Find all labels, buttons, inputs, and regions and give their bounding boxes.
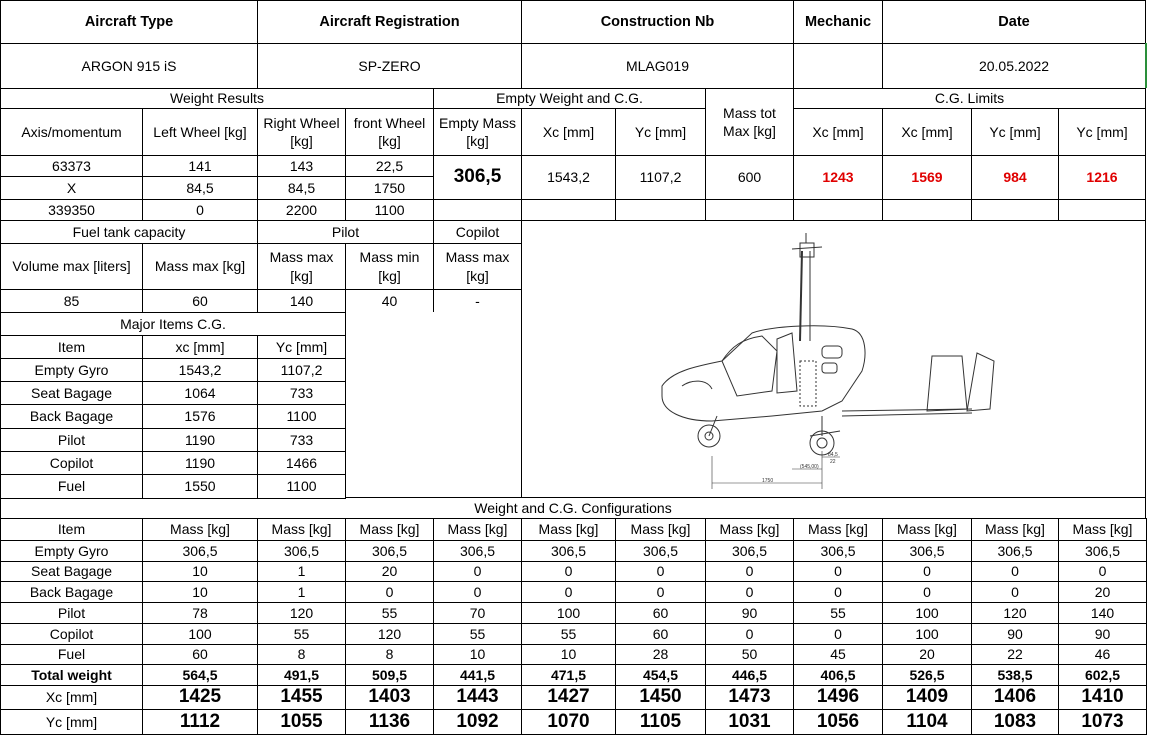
config-mass-value: 1 bbox=[257, 561, 346, 582]
config-yc-value: 1031 bbox=[705, 709, 794, 735]
config-xc-value: 1409 bbox=[882, 685, 972, 710]
major-xc-col-label: xc [mm] bbox=[142, 335, 258, 359]
fuel-mass-label: Mass max [kg] bbox=[142, 243, 258, 290]
config-mass-value: 0 bbox=[521, 581, 616, 603]
weight-results-title: Weight Results bbox=[0, 88, 434, 109]
config-yc-value: 1136 bbox=[345, 709, 434, 735]
empty-mass-label: Empty Mass [kg] bbox=[433, 108, 522, 156]
config-xc-value: 1496 bbox=[793, 685, 883, 710]
config-xc-value: 1455 bbox=[257, 685, 346, 710]
empty-cell bbox=[705, 199, 794, 221]
empty-cell bbox=[615, 199, 706, 221]
config-mass-value: 55 bbox=[793, 602, 883, 624]
config-xc-value: 1443 bbox=[433, 685, 522, 710]
right-wheel-value: 143 bbox=[257, 155, 346, 177]
left-wheel-value: 0 bbox=[142, 199, 258, 221]
major-item-yc: 1100 bbox=[257, 474, 346, 499]
right-wheel-label: Right Wheel [kg] bbox=[257, 108, 346, 156]
major-items-title: Major Items C.G. bbox=[0, 312, 346, 336]
config-yc-value: 1056 bbox=[793, 709, 883, 735]
config-yc-value: 1055 bbox=[257, 709, 346, 735]
config-item-name: Pilot bbox=[0, 602, 143, 624]
fuel-volume-label: Volume max [liters] bbox=[0, 243, 143, 290]
left-wheel-label: Left Wheel [kg] bbox=[142, 108, 258, 156]
front-wheel-value: 1750 bbox=[345, 176, 434, 200]
config-xc-value: 1406 bbox=[971, 685, 1059, 710]
config-mass-value: 50 bbox=[705, 644, 794, 665]
config-mass-value: 0 bbox=[793, 581, 883, 603]
config-xc-value: 1403 bbox=[345, 685, 434, 710]
config-mass-col-label: Mass [kg] bbox=[142, 518, 258, 541]
empty-cell bbox=[882, 199, 972, 221]
config-mass-value: 8 bbox=[345, 644, 434, 665]
config-item-name: Empty Gyro bbox=[0, 540, 143, 562]
major-item-xc: 1064 bbox=[142, 381, 258, 405]
config-mass-value: 22 bbox=[971, 644, 1059, 665]
config-mass-value: 0 bbox=[433, 561, 522, 582]
config-mass-value: 1 bbox=[257, 581, 346, 603]
front-wheel-value: 22,5 bbox=[345, 155, 434, 177]
dimension-label: (545,00) bbox=[800, 464, 819, 470]
config-mass-value: 0 bbox=[345, 581, 434, 603]
blank-area bbox=[345, 312, 522, 498]
empty-xc-value: 1543,2 bbox=[521, 155, 616, 200]
empty-cell bbox=[1058, 199, 1146, 221]
configs-title: Weight and C.G. Configurations bbox=[0, 497, 1146, 519]
total-weight-value: 471,5 bbox=[521, 664, 616, 686]
empty-weight-title: Empty Weight and C.G. bbox=[433, 88, 706, 109]
total-weight-value: 454,5 bbox=[615, 664, 706, 686]
config-mass-value: 45 bbox=[793, 644, 883, 665]
empty-xc-label: Xc [mm] bbox=[521, 108, 616, 156]
major-item-name: Back Bagage bbox=[0, 404, 143, 429]
construction-value: MLAG019 bbox=[521, 43, 794, 89]
config-mass-col-label: Mass [kg] bbox=[433, 518, 522, 541]
config-mass-value: 10 bbox=[142, 561, 258, 582]
major-item-name: Seat Bagage bbox=[0, 381, 143, 405]
construction-label: Construction Nb bbox=[521, 0, 794, 44]
axis-label: Axis/momentum bbox=[0, 108, 143, 156]
total-weight-value: 491,5 bbox=[257, 664, 346, 686]
config-mass-col-label: Mass [kg] bbox=[793, 518, 883, 541]
dimension-label: 22 bbox=[830, 459, 836, 465]
major-item-xc: 1190 bbox=[142, 428, 258, 452]
config-xc-value: 1427 bbox=[521, 685, 616, 710]
total-weight-value: 509,5 bbox=[345, 664, 434, 686]
date-label: Date bbox=[882, 0, 1146, 44]
pilot-max-label: Mass max [kg] bbox=[257, 243, 346, 290]
copilot-max-value: - bbox=[433, 289, 522, 313]
major-yc-col-label: Yc [mm] bbox=[257, 335, 346, 359]
empty-cell bbox=[793, 199, 883, 221]
fuel-mass-value: 60 bbox=[142, 289, 258, 313]
major-item-xc: 1550 bbox=[142, 474, 258, 499]
config-mass-value: 0 bbox=[882, 581, 972, 603]
config-item-name: Fuel bbox=[0, 644, 143, 665]
aircraft-type-label: Aircraft Type bbox=[0, 0, 258, 44]
config-xc-value: 1425 bbox=[142, 685, 258, 710]
mechanic-value bbox=[793, 43, 883, 89]
cg-xc2-label: Xc [mm] bbox=[882, 108, 972, 156]
config-mass-value: 0 bbox=[1058, 561, 1147, 582]
config-mass-value: 0 bbox=[705, 581, 794, 603]
major-item-yc: 733 bbox=[257, 381, 346, 405]
config-mass-value: 78 bbox=[142, 602, 258, 624]
gyroplane-side-view-drawing bbox=[522, 221, 1145, 497]
config-mass-value: 46 bbox=[1058, 644, 1147, 665]
right-wheel-value: 2200 bbox=[257, 199, 346, 221]
copilot-title: Copilot bbox=[433, 220, 522, 244]
config-mass-value: 70 bbox=[433, 602, 522, 624]
total-weight-value: 564,5 bbox=[142, 664, 258, 686]
config-xc-value: 1473 bbox=[705, 685, 794, 710]
config-mass-value: 20 bbox=[1058, 581, 1147, 603]
config-mass-value: 0 bbox=[971, 561, 1059, 582]
config-mass-value: 306,5 bbox=[142, 540, 258, 562]
config-mass-col-label: Mass [kg] bbox=[971, 518, 1059, 541]
config-mass-col-label: Mass [kg] bbox=[882, 518, 972, 541]
config-mass-value: 306,5 bbox=[793, 540, 883, 562]
config-mass-value: 8 bbox=[257, 644, 346, 665]
config-mass-value: 306,5 bbox=[345, 540, 434, 562]
config-mass-value: 10 bbox=[142, 581, 258, 603]
config-xc-value: 1450 bbox=[615, 685, 706, 710]
config-mass-value: 55 bbox=[257, 623, 346, 645]
config-mass-value: 0 bbox=[615, 561, 706, 582]
major-item-xc: 1190 bbox=[142, 451, 258, 475]
config-yc-value: 1104 bbox=[882, 709, 972, 735]
config-mass-value: 306,5 bbox=[882, 540, 972, 562]
front-wheel-value: 1100 bbox=[345, 199, 434, 221]
copilot-max-label: Mass max [kg] bbox=[433, 243, 522, 290]
config-mass-col-label: Mass [kg] bbox=[615, 518, 706, 541]
config-mass-value: 306,5 bbox=[1058, 540, 1147, 562]
config-mass-value: 100 bbox=[882, 623, 972, 645]
config-mass-value: 306,5 bbox=[615, 540, 706, 562]
major-item-yc: 733 bbox=[257, 428, 346, 452]
total-weight-value: 602,5 bbox=[1058, 664, 1147, 686]
cg-xc1-label: Xc [mm] bbox=[793, 108, 883, 156]
config-mass-value: 0 bbox=[705, 623, 794, 645]
config-item-name: Seat Bagage bbox=[0, 561, 143, 582]
empty-cell bbox=[521, 199, 616, 221]
config-mass-value: 60 bbox=[615, 623, 706, 645]
config-mass-value: 90 bbox=[705, 602, 794, 624]
config-mass-value: 140 bbox=[1058, 602, 1147, 624]
config-mass-value: 90 bbox=[971, 623, 1059, 645]
config-mass-value: 306,5 bbox=[257, 540, 346, 562]
config-mass-value: 10 bbox=[521, 644, 616, 665]
major-item-name: Pilot bbox=[0, 428, 143, 452]
axis-value: X bbox=[0, 176, 143, 200]
total-weight-value: 538,5 bbox=[971, 664, 1059, 686]
date-value: 20.05.2022 bbox=[882, 43, 1146, 89]
cg-yc1-label: Yc [mm] bbox=[971, 108, 1059, 156]
config-item-col-label: Item bbox=[0, 518, 143, 541]
config-yc-value: 1105 bbox=[615, 709, 706, 735]
pilot-title: Pilot bbox=[257, 220, 434, 244]
mechanic-label: Mechanic bbox=[793, 0, 883, 44]
cg-xc1-value: 1243 bbox=[793, 155, 883, 200]
left-wheel-value: 141 bbox=[142, 155, 258, 177]
cg-xc2-value: 1569 bbox=[882, 155, 972, 200]
major-item-yc: 1107,2 bbox=[257, 358, 346, 382]
total-weight-value: 441,5 bbox=[433, 664, 522, 686]
config-mass-col-label: Mass [kg] bbox=[521, 518, 616, 541]
config-mass-value: 55 bbox=[345, 602, 434, 624]
config-mass-col-label: Mass [kg] bbox=[705, 518, 794, 541]
left-wheel-value: 84,5 bbox=[142, 176, 258, 200]
cg-yc2-value: 1216 bbox=[1058, 155, 1146, 200]
config-mass-value: 0 bbox=[705, 561, 794, 582]
fuel-tank-title: Fuel tank capacity bbox=[0, 220, 258, 244]
major-item-name: Fuel bbox=[0, 474, 143, 499]
config-mass-value: 306,5 bbox=[971, 540, 1059, 562]
config-mass-col-label: Mass [kg] bbox=[257, 518, 346, 541]
config-yc-value: 1092 bbox=[433, 709, 522, 735]
config-mass-value: 20 bbox=[345, 561, 434, 582]
major-item-name: Copilot bbox=[0, 451, 143, 475]
front-wheel-label: front Wheel [kg] bbox=[345, 108, 434, 156]
config-mass-value: 0 bbox=[793, 561, 883, 582]
pilot-min-label: Mass min [kg] bbox=[345, 243, 434, 290]
config-mass-value: 0 bbox=[521, 561, 616, 582]
registration-value: SP-ZERO bbox=[257, 43, 522, 89]
dimension-label: 84,5 bbox=[828, 452, 838, 458]
pilot-max-value: 140 bbox=[257, 289, 346, 313]
config-mass-value: 0 bbox=[433, 581, 522, 603]
config-mass-value: 120 bbox=[257, 602, 346, 624]
config-mass-value: 55 bbox=[521, 623, 616, 645]
cg-limits-title: C.G. Limits bbox=[793, 88, 1146, 109]
major-item-name: Empty Gyro bbox=[0, 358, 143, 382]
axis-value: 63373 bbox=[0, 155, 143, 177]
config-mass-value: 60 bbox=[615, 602, 706, 624]
config-mass-value: 100 bbox=[521, 602, 616, 624]
config-mass-value: 306,5 bbox=[521, 540, 616, 562]
fuel-volume-value: 85 bbox=[0, 289, 143, 313]
config-mass-value: 0 bbox=[882, 561, 972, 582]
registration-label: Aircraft Registration bbox=[257, 0, 522, 44]
right-wheel-value: 84,5 bbox=[257, 176, 346, 200]
config-yc-value: 1070 bbox=[521, 709, 616, 735]
empty-cell bbox=[971, 199, 1059, 221]
config-xc-value: 1410 bbox=[1058, 685, 1147, 710]
config-mass-value: 306,5 bbox=[433, 540, 522, 562]
dimension-label: 1750 bbox=[762, 478, 774, 484]
config-mass-value: 0 bbox=[793, 623, 883, 645]
pilot-min-value: 40 bbox=[345, 289, 434, 313]
major-item-col-label: Item bbox=[0, 335, 143, 359]
empty-cell bbox=[433, 199, 522, 221]
config-mass-value: 60 bbox=[142, 644, 258, 665]
mass-tot-label: Mass tot Max [kg] bbox=[705, 88, 794, 156]
cg-yc1-value: 984 bbox=[971, 155, 1059, 200]
config-mass-value: 100 bbox=[142, 623, 258, 645]
config-yc-label: Yc [mm] bbox=[0, 709, 143, 735]
config-item-name: Back Bagage bbox=[0, 581, 143, 603]
axis-value: 339350 bbox=[0, 199, 143, 221]
config-mass-value: 28 bbox=[615, 644, 706, 665]
cg-yc2-label: Yc [mm] bbox=[1058, 108, 1146, 156]
gyroplane-drawing-area bbox=[521, 220, 1146, 498]
config-mass-value: 120 bbox=[345, 623, 434, 645]
config-mass-value: 55 bbox=[433, 623, 522, 645]
aircraft-type-value: ARGON 915 iS bbox=[0, 43, 258, 89]
empty-yc-value: 1107,2 bbox=[615, 155, 706, 200]
config-yc-value: 1112 bbox=[142, 709, 258, 735]
config-mass-value: 10 bbox=[433, 644, 522, 665]
major-item-xc: 1543,2 bbox=[142, 358, 258, 382]
config-yc-value: 1073 bbox=[1058, 709, 1147, 735]
mass-tot-value: 600 bbox=[705, 155, 794, 200]
config-mass-value: 306,5 bbox=[705, 540, 794, 562]
config-yc-value: 1083 bbox=[971, 709, 1059, 735]
selection-edge bbox=[1145, 43, 1147, 88]
total-weight-value: 446,5 bbox=[705, 664, 794, 686]
config-mass-col-label: Mass [kg] bbox=[345, 518, 434, 541]
total-weight-value: 406,5 bbox=[793, 664, 883, 686]
config-mass-value: 120 bbox=[971, 602, 1059, 624]
config-mass-value: 90 bbox=[1058, 623, 1147, 645]
major-item-xc: 1576 bbox=[142, 404, 258, 429]
config-item-name: Copilot bbox=[0, 623, 143, 645]
empty-mass-value: 306,5 bbox=[433, 155, 522, 200]
config-mass-value: 0 bbox=[971, 581, 1059, 603]
total-weight-label: Total weight bbox=[0, 664, 143, 686]
config-mass-value: 20 bbox=[882, 644, 972, 665]
total-weight-value: 526,5 bbox=[882, 664, 972, 686]
config-mass-value: 100 bbox=[882, 602, 972, 624]
config-mass-value: 0 bbox=[615, 581, 706, 603]
empty-yc-label: Yc [mm] bbox=[615, 108, 706, 156]
major-item-yc: 1466 bbox=[257, 451, 346, 475]
config-xc-label: Xc [mm] bbox=[0, 685, 143, 710]
major-item-yc: 1100 bbox=[257, 404, 346, 429]
config-mass-col-label: Mass [kg] bbox=[1058, 518, 1147, 541]
